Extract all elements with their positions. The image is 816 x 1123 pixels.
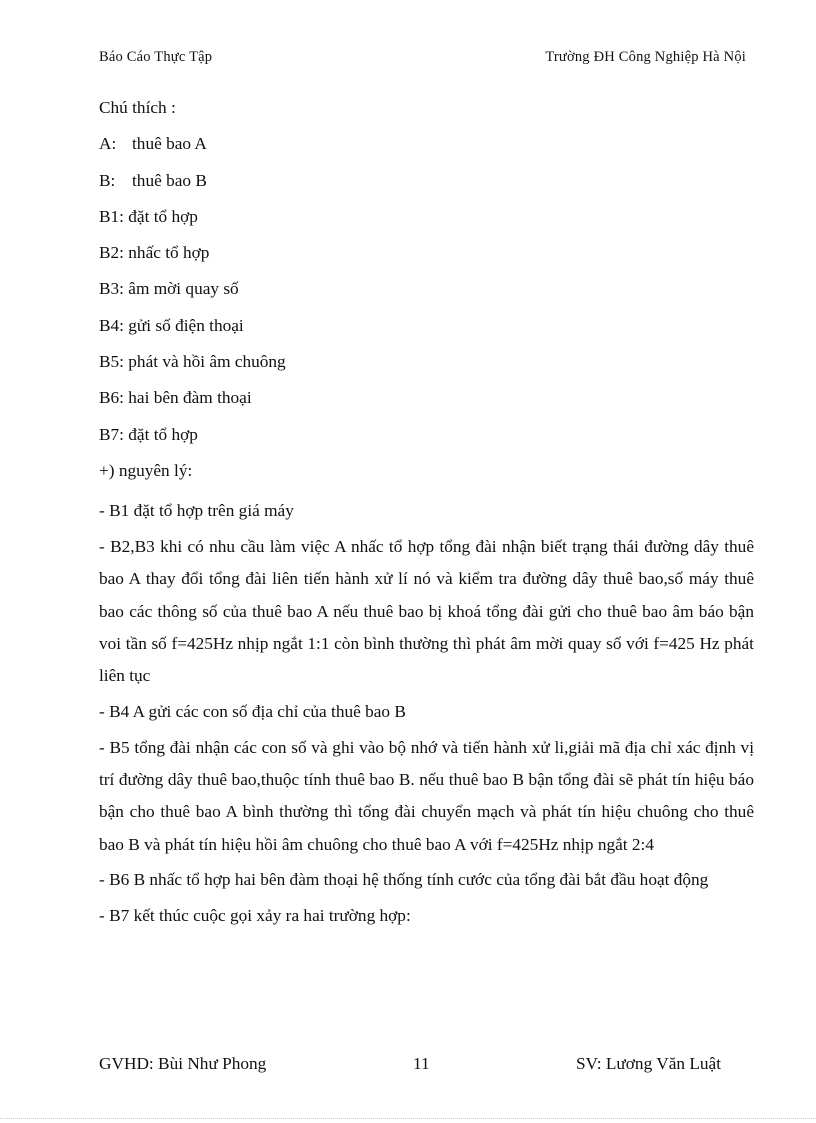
header-left-title: Báo Cáo Thực Tập bbox=[99, 49, 213, 65]
legend-item-a bbox=[99, 132, 754, 168]
legend-item-label: B: bbox=[99, 170, 116, 190]
legend-item-b6: B6: hai bên đàm thoại bbox=[99, 388, 252, 408]
page-bottom-divider bbox=[0, 1118, 816, 1119]
page-header bbox=[99, 49, 746, 66]
legend-item-b3: B3: âm mời quay số bbox=[99, 279, 239, 299]
principle-paragraph-b6: - B6 B nhấc tổ hợp hai bên đàm thoại hệ thống tính cước của tổng đài bắt đầu hoạt động bbox=[99, 870, 709, 890]
principle-paragraph-b1: - B1 đặt tổ hợp trên giá máy bbox=[99, 501, 294, 521]
principle-paragraph-b5: - B5 tổng đài nhận các con số và ghi vào bộ nhớ và tiến hành xử li,giải mã địa chỉ xác định vị trí đường dây thuê bao,thuộc tính thuê bao B. nếu thuê bao B bận tổng đài sẽ phát tín hiệu báo bận cho thuê bao A bình thường thì tổng đài chuyển mạch và phát tín hiệu chuông cho thuê bao B và phát tín hiệu hồi âm chuông cho thuê bao A với f=425Hz nhịp ngắt 2:4 bbox=[99, 737, 754, 854]
header-right-school: Trường ĐH Công Nghiệp Hà Nội bbox=[545, 49, 746, 65]
principle-paragraph-b2-b3: - B2,B3 khi có nhu cầu làm việc A nhấc tổ hợp tổng đài nhận biết trạng thái đường dây thuê bao A thay đổi tổng đài liên tiến hành xử lí nó và kiểm tra đường dây thuê bao,số máy thuê bao các thông số của thuê bao A nếu thuê bao bị khoá tổng đài gửi cho thuê bao âm báo bận voi tần số f=425Hz nhịp ngắt 1:1 còn bình thường thì phát âm mời quay số với f=425 Hz phát liên tục bbox=[99, 536, 754, 686]
page-number: 11 bbox=[413, 1054, 430, 1073]
legend-item-b4: B4: gửi số điện thoại bbox=[99, 315, 244, 335]
footer-student: SV: Lương Văn Luật bbox=[575, 1054, 721, 1073]
principle-paragraph-b7: - B7 kết thúc cuộc gọi xảy ra hai trường hợp: bbox=[99, 906, 411, 926]
legend-item-b7: B7: đặt tổ hợp bbox=[99, 424, 198, 444]
legend-item-label: A: bbox=[99, 134, 117, 154]
legend-item-text: thuê bao A bbox=[132, 134, 207, 154]
principle-paragraph-b4: - B4 A gửi các con số địa chỉ của thuê bao B bbox=[99, 702, 406, 722]
legend-title: Chú thích : bbox=[99, 98, 176, 117]
page-footer bbox=[99, 1054, 721, 1080]
page-content bbox=[99, 96, 754, 932]
principle-heading: +) nguyên lý: bbox=[99, 460, 193, 480]
legend-item-b2: B2: nhấc tổ hợp bbox=[99, 243, 210, 263]
legend-item-b1: B1: đặt tổ hợp bbox=[99, 206, 198, 226]
legend-item-text: thuê bao B bbox=[132, 170, 207, 190]
footer-advisor: GVHD: Bùi Như Phong bbox=[99, 1054, 267, 1073]
legend-item-b bbox=[99, 169, 754, 205]
legend-item-b5: B5: phát và hồi âm chuông bbox=[99, 352, 286, 372]
